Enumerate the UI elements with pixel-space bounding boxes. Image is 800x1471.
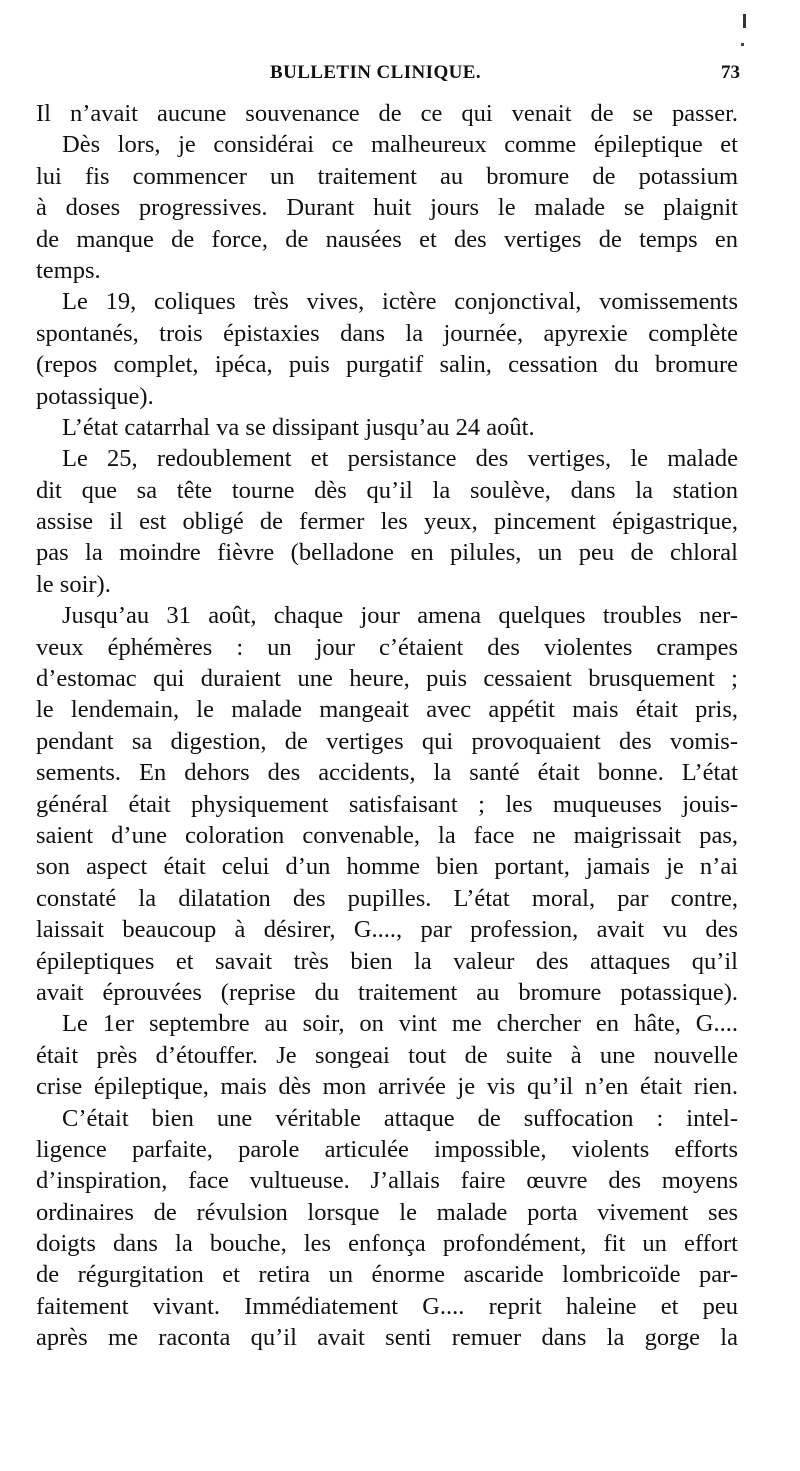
text-line: de manque de force, de nausées et des vertiges de temps en: [36, 225, 738, 253]
text-line: doigts dans la bouche, les enfonça profondément, fit un effort: [36, 1230, 738, 1258]
text-line: spontanés, trois épistaxies dans la journée, apyrexie complète: [36, 319, 738, 347]
text-line: d’estomac qui duraient une heure, puis cessaient brusquement ;: [36, 665, 738, 693]
text-line: assise il est obligé de fermer les yeux, pincement épigastrique,: [36, 508, 738, 536]
text-line: potassique).: [36, 382, 154, 410]
text-line: le soir).: [36, 570, 111, 598]
text-line: C’était bien une véritable attaque de suffocation : intel-: [62, 1104, 738, 1132]
text-line: d’inspiration, face vultueuse. J’allais faire œuvre des moyens: [36, 1167, 738, 1195]
text-line: Le 1er septembre au soir, on vint me chercher en hâte, G....: [62, 1010, 738, 1038]
text-line: avait éprouvées (reprise du traitement au bromure potassique).: [36, 978, 738, 1006]
text-line: à doses progressives. Durant huit jours le malade se plaignit: [36, 194, 738, 222]
text-line: temps.: [36, 256, 101, 284]
text-line: constaté la dilatation des pupilles. L’état moral, par contre,: [36, 884, 738, 912]
body-text: [36, 98, 738, 1354]
margin-dot: [741, 43, 744, 46]
text-line: après me raconta qu’il avait senti remuer dans la gorge la: [36, 1324, 738, 1352]
text-line: Jusqu’au 31 août, chaque jour amena quelques troubles ner-: [62, 602, 738, 630]
margin-mark: [743, 14, 746, 28]
text-line: pendant sa digestion, de vertiges qui provoquaient des vomis-: [36, 727, 738, 755]
page-header: [56, 62, 740, 92]
text-line: (repos complet, ipéca, puis purgatif salin, cessation du bromure: [36, 351, 738, 379]
text-line: L’état catarrhal va se dissipant jusqu’au 24 août.: [62, 413, 535, 441]
text-line: était près d’étouffer. Je songeai tout de suite à une nouvelle: [36, 1041, 738, 1069]
text-line: saient d’une coloration convenable, la face ne maigrissait pas,: [36, 821, 738, 849]
text-line: Le 19, coliques très vives, ictère conjonctival, vomissements: [62, 288, 738, 316]
page-number: 73: [721, 62, 740, 83]
text-line: sements. En dehors des accidents, la santé était bonne. L’état: [36, 759, 738, 787]
running-head: BULLETIN CLINIQUE.: [270, 62, 481, 83]
text-line: de régurgitation et retira un énorme ascaride lombricoïde par-: [36, 1261, 738, 1289]
text-line: laissait beaucoup à désirer, G...., par profession, avait vu des: [36, 916, 738, 944]
text-line: son aspect était celui d’un homme bien portant, jamais je n’ai: [36, 853, 738, 881]
text-line: ligence parfaite, parole articulée impossible, violents efforts: [36, 1135, 738, 1163]
text-line: Dès lors, je considérai ce malheureux comme épileptique et: [62, 131, 738, 159]
text-line: Il n’avait aucune souvenance de ce qui venait de se passer.: [36, 100, 738, 127]
text-line: faitement vivant. Immédiatement G.... reprit haleine et peu: [36, 1292, 738, 1320]
text-line: ordinaires de révulsion lorsque le malade porta vivement ses: [36, 1198, 738, 1226]
text-line: général était physiquement satisfaisant ; les muqueuses jouis-: [36, 790, 738, 818]
text-line: épileptiques et savait très bien la valeur des attaques qu’il: [36, 947, 738, 975]
text-line: dit que sa tête tourne dès qu’il la soulève, dans la station: [36, 476, 738, 504]
text-line: lui fis commencer un traitement au bromure de potassium: [36, 162, 738, 190]
text-line: veux éphémères : un jour c’étaient des violentes crampes: [36, 633, 738, 661]
text-line: pas la moindre fièvre (belladone en pilules, un peu de chloral: [36, 539, 738, 567]
text-line: crise épileptique, mais dès mon arrivée je vis qu’il n’en était rien.: [36, 1073, 738, 1101]
text-line: Le 25, redoublement et persistance des vertiges, le malade: [62, 445, 738, 473]
text-line: le lendemain, le malade mangeait avec appétit mais était pris,: [36, 696, 738, 724]
